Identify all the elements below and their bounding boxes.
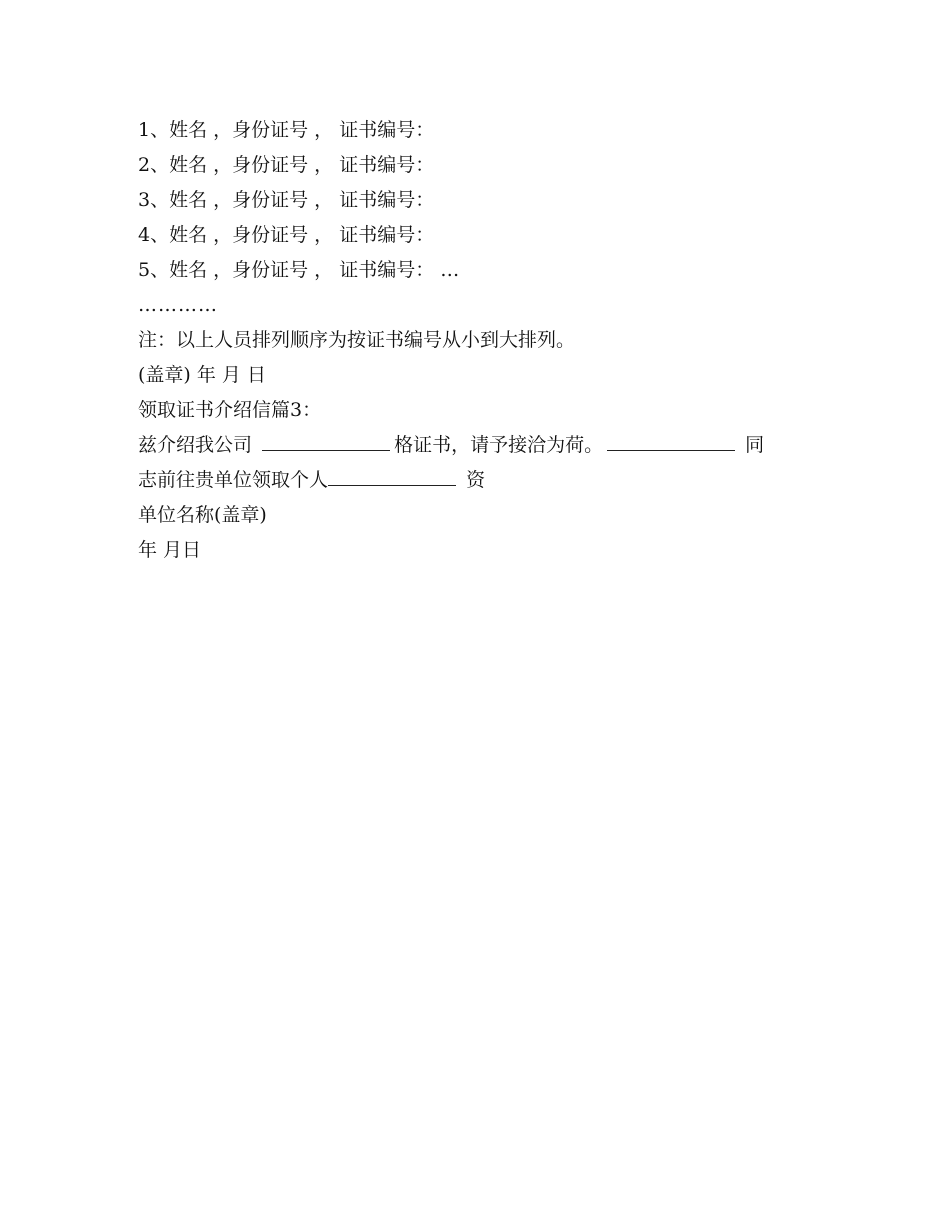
- item-number: 4: [138, 224, 151, 246]
- item-text: 、姓名 ，身份证号 ， 证书编号： …: [150, 259, 460, 281]
- letter-heading: 领取证书介绍信篇3：: [138, 399, 322, 421]
- letter-line-2: [138, 463, 828, 498]
- item-text: 、姓名 ，身份证号 ， 证书编号：: [150, 224, 435, 246]
- letter-line-1-part-1: 兹介绍我公司: [138, 434, 253, 456]
- item-text: 、姓名 ，身份证号 ， 证书编号：: [150, 189, 435, 211]
- list-item: [138, 148, 828, 183]
- item-number: 5: [138, 259, 151, 281]
- list-item: [138, 113, 828, 148]
- document-body: [138, 113, 828, 568]
- letter-line-1: [138, 428, 828, 463]
- item-number: 1: [138, 119, 151, 141]
- item-number: 3: [138, 189, 151, 211]
- blank-field: [328, 465, 456, 486]
- item-text: 、姓名 ，身份证号 ， 证书编号：: [150, 154, 435, 176]
- letter-line-2-part-2: 资: [466, 469, 486, 491]
- unit-name-line: 单位名称(盖章): [138, 504, 267, 526]
- list-item: [138, 218, 828, 253]
- note-text: 注：以上人员排列顺序为按证书编号从小到大排列。: [138, 329, 576, 351]
- letter-line-1-part-2: 格证书，请予接洽为荷。: [394, 434, 604, 456]
- letter-line-1-part-3: 同: [745, 434, 765, 456]
- list-item: [138, 253, 828, 288]
- blank-field: [607, 430, 735, 451]
- list-item: [138, 183, 828, 218]
- seal-date-line: (盖章) 年 月 日: [138, 364, 266, 386]
- date-line: 年 月日: [138, 539, 202, 561]
- item-number: 2: [138, 154, 151, 176]
- blank-field: [262, 430, 390, 451]
- item-text: 、姓名 ，身份证号 ， 证书编号：: [150, 119, 435, 141]
- letter-line-2-part-1: 志前往贵单位领取个人: [138, 469, 329, 491]
- ellipsis-line: …………: [138, 294, 218, 316]
